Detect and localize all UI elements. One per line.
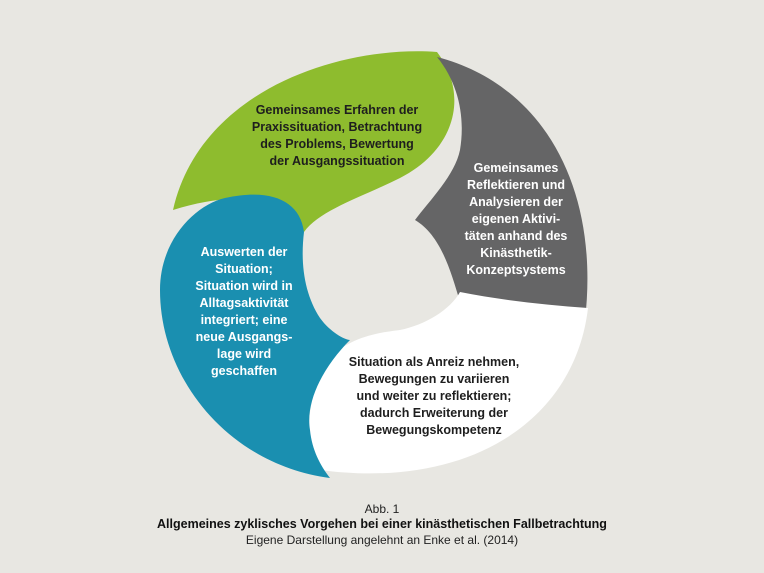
segment-blue-text: Auswerten der Situation; Situation wird in Alltagsaktivität integriert; eine neue Ausgangs- lage wird geschaffen <box>195 245 293 378</box>
figure-source: Eigene Darstellung angelehnt an Enke et al. (2014) <box>245 533 519 547</box>
segment-white-text: Situation als Anreiz nehmen, Bewegungen zu variieren und weiter zu reflektieren; dadurch Erweiterung der Bewegungskompetenz <box>348 355 520 437</box>
figure-title: Allgemeines zyklisches Vorgehen bei einer kinästhetischen Fallbetrachtung <box>157 517 607 531</box>
figure-number: Abb. 1 <box>364 502 400 516</box>
segment-gray-text: Gemeinsames Reflektieren und Analysieren der eigenen Aktivi- täten anhand des Kinästhetik- Konzeptsystems <box>464 161 568 277</box>
segment-green-text: Gemeinsames Erfahren der Praxissituation, Betrachtung des Problems, Bewertung der Ausgangssituation <box>251 103 423 168</box>
